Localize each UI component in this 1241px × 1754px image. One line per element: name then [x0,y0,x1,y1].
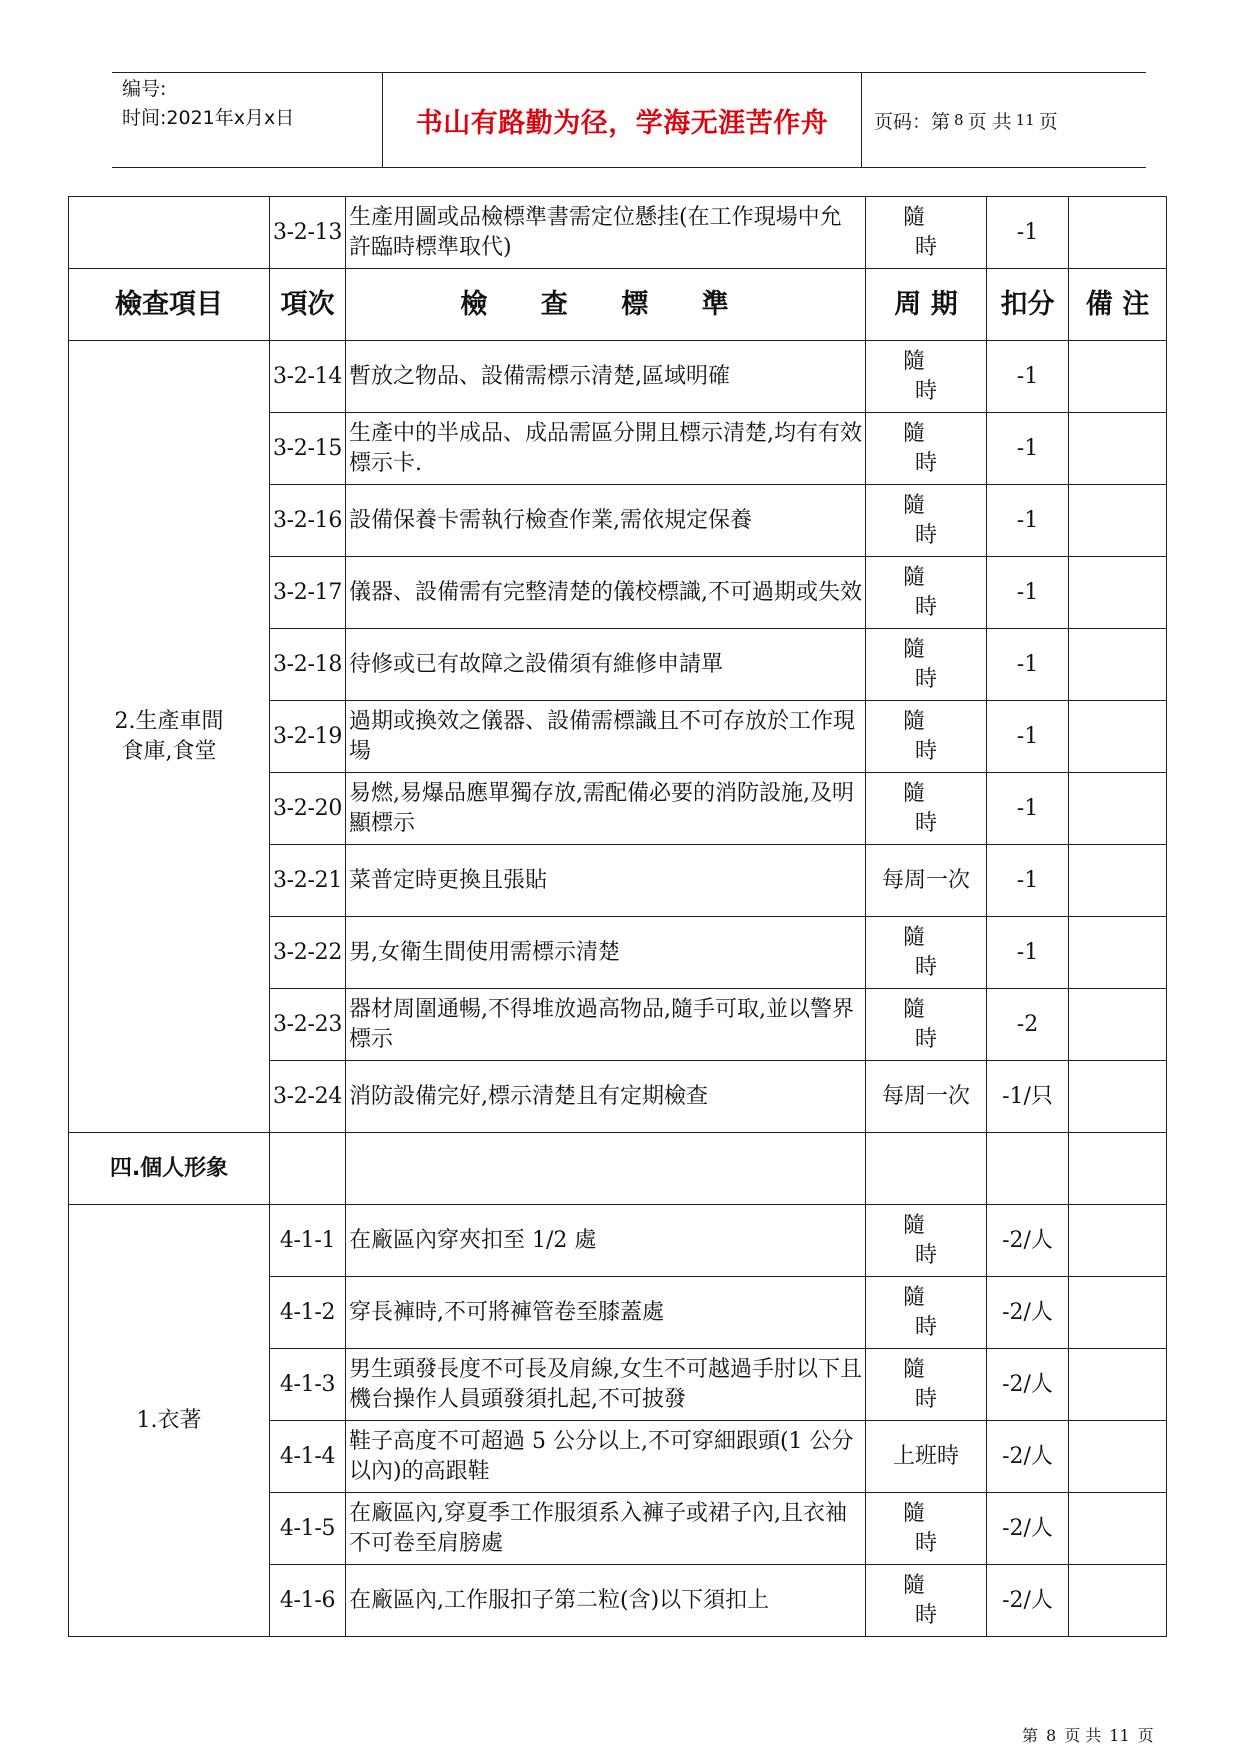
item-cycle-text: 隨 時 [902,492,961,548]
item-points: -1 [987,845,1069,917]
item-standard: 穿長褲時,不可將褲管卷至膝蓋處 [346,1277,866,1349]
item-points: -1 [987,413,1069,485]
item-cycle-text: 隨 時 [902,1284,961,1340]
item-remark [1069,701,1167,773]
header-points: 扣分 [987,269,1069,341]
page-suffix: 页 [1038,110,1058,133]
item-cycle-text: 隨 時 [902,1356,961,1412]
item-standard: 在廠區內穿夾扣至 1/2 處 [346,1205,866,1277]
item-code: 3-2-16 [270,485,346,557]
category-workshop-line1: 2.生產車間 [114,708,224,734]
item-points: -1/只 [987,1061,1069,1133]
item-cycle: 每周一次 [866,1061,987,1133]
footer-page-number: 8 [1046,1726,1057,1745]
item-remark [1069,341,1167,413]
item-code: 3-2-15 [270,413,346,485]
page-header [112,72,1146,168]
item-cycle [866,557,987,629]
section-row [69,1133,1167,1205]
item-standard: 在廠區內,工作服扣子第二粒(含)以下須扣上 [346,1565,866,1637]
page-total: 11 [1015,111,1035,129]
item-remark [1069,1493,1167,1565]
item-standard: 菜普定時更換且張貼 [346,845,866,917]
item-points: -2/人 [987,1349,1069,1421]
item-code: 3-2-19 [270,701,346,773]
item-points: -1 [987,629,1069,701]
item-standard: 器材周圍通暢,不得堆放過高物品,隨手可取,並以警界標示 [346,989,866,1061]
item-cycle-text: 隨 時 [902,708,961,764]
item-points: -2/人 [987,1421,1069,1493]
item-cycle [866,701,987,773]
item-standard: 易燃,易爆品應單獨存放,需配備必要的消防設施,及明顯標示 [346,773,866,845]
header-remark: 備 注 [1069,269,1167,341]
header-standard-text: 檢 查 標 準 [460,288,751,320]
category-workshop-line2: 食庫,食堂 [121,738,217,764]
page-number: 8 [954,111,964,129]
item-standard: 在廠區內,穿夏季工作服須系入褲子或裙子內,且衣袖不可卷至肩膀處 [346,1493,866,1565]
item-code: 3-2-18 [270,629,346,701]
item-remark [1069,917,1167,989]
item-points: -2/人 [987,1205,1069,1277]
item-code: 3-2-20 [270,773,346,845]
item-standard: 過期或換效之儀器、設備需標識且不可存放於工作現場 [346,701,866,773]
inspection-table [68,196,1167,1637]
item-standard: 設備保養卡需執行檢查作業,需依規定保養 [346,485,866,557]
footer-mid: 页 共 [1064,1726,1102,1745]
category-clothing: 1.衣著 [69,1205,270,1637]
item-points: -2/人 [987,1493,1069,1565]
item-code: 4-1-4 [270,1421,346,1493]
item-remark [1069,1205,1167,1277]
item-cycle [866,1205,987,1277]
item-cycle-text: 隨 時 [902,348,961,404]
item-code: 3-2-17 [270,557,346,629]
item-cycle-text: 隨 時 [902,636,961,692]
page-mid: 页 共 [967,110,1012,133]
item-cycle [866,1493,987,1565]
page-footer [1018,1723,1158,1746]
item-code: 4-1-5 [270,1493,346,1565]
item-remark [1069,629,1167,701]
item-points: -1 [987,701,1069,773]
item-cycle [866,629,987,701]
item-cycle: 上班時 [866,1421,987,1493]
item-code: 4-1-2 [270,1277,346,1349]
footer-suffix: 页 [1137,1726,1154,1745]
item-cycle [866,197,987,269]
table-row [69,341,1167,413]
item-remark [1069,1349,1167,1421]
item-cycle [866,1349,987,1421]
header-cycle: 周 期 [866,269,987,341]
item-remark [1069,1277,1167,1349]
item-code: 3-2-22 [270,917,346,989]
header-standard [346,269,866,341]
item-standard: 儀器、設備需有完整清楚的儀校標識,不可過期或失效 [346,557,866,629]
header-meta [112,73,382,167]
item-standard: 消防設備完好,標示清楚且有定期檢查 [346,1061,866,1133]
table-header-row [69,269,1167,341]
item-standard: 待修或已有故障之設備須有維修申請單 [346,629,866,701]
page-prefix: 页码：第 [874,110,951,133]
item-standard: 男生頭發長度不可長及肩線,女生不可越過手肘以下且機台操作人員頭發須扎起,不可披發 [346,1349,866,1421]
header-item: 檢查項目 [69,269,270,341]
item-points: -2/人 [987,1277,1069,1349]
item-standard: 生產中的半成品、成品需區分開且標示清楚,均有有效標示卡. [346,413,866,485]
item-remark [1069,413,1167,485]
table-row [69,197,1167,269]
section-empty [346,1133,866,1205]
item-code: 3-2-24 [270,1061,346,1133]
section-empty [866,1133,987,1205]
item-standard: 生產用圖或品檢標準書需定位懸挂(在工作現場中允許臨時標準取代) [346,197,866,269]
item-code: 4-1-3 [270,1349,346,1421]
item-cycle-text: 隨 時 [902,204,961,260]
item-points: -1 [987,773,1069,845]
item-points: -1 [987,917,1069,989]
section-empty [1069,1133,1167,1205]
table-row [69,1205,1167,1277]
item-cycle [866,917,987,989]
section-empty [987,1133,1069,1205]
item-standard: 男,女衛生間使用需標示清楚 [346,917,866,989]
item-points: -1 [987,341,1069,413]
item-code: 3-2-13 [270,197,346,269]
item-code: 4-1-6 [270,1565,346,1637]
item-remark [1069,485,1167,557]
item-remark [1069,845,1167,917]
item-standard: 暫放之物品、設備需標示清楚,區域明確 [346,341,866,413]
item-points: -2/人 [987,1565,1069,1637]
item-cycle-text: 隨 時 [902,1212,961,1268]
item-points: -1 [987,557,1069,629]
serial-label: 编号: [122,78,167,100]
item-cycle-text: 隨 時 [902,420,961,476]
item-remark [1069,773,1167,845]
item-cycle [866,989,987,1061]
header-page-code [860,73,1146,167]
item-remark [1069,1421,1167,1493]
item-cycle [866,1565,987,1637]
item-cycle-text: 隨 時 [902,564,961,620]
section-empty [270,1133,346,1205]
item-cycle [866,773,987,845]
item-remark [1069,1061,1167,1133]
item-cycle: 每周一次 [866,845,987,917]
item-standard: 鞋子高度不可超過 5 公分以上,不可穿細跟頭(1 公分以內)的高跟鞋 [346,1421,866,1493]
section-title: 四.個人形象 [69,1133,270,1205]
item-cell [69,197,270,269]
header-motto: 书山有路勤为径，学海无涯苦作舟 [382,73,862,167]
item-points: -1 [987,485,1069,557]
item-cycle [866,413,987,485]
item-remark [1069,197,1167,269]
item-cycle [866,485,987,557]
item-cycle-text: 隨 時 [902,780,961,836]
item-cycle-text: 隨 時 [902,924,961,980]
item-remark [1069,989,1167,1061]
header-seq: 項次 [270,269,346,341]
item-cycle-text: 隨 時 [902,1500,961,1556]
footer-page-total: 11 [1109,1726,1130,1745]
item-code: 3-2-21 [270,845,346,917]
item-cycle-text: 隨 時 [902,996,961,1052]
item-points: -2 [987,989,1069,1061]
item-cycle [866,1277,987,1349]
item-points: -1 [987,197,1069,269]
item-cycle-text: 隨 時 [902,1572,961,1628]
item-code: 3-2-23 [270,989,346,1061]
footer-prefix: 第 [1022,1726,1039,1745]
item-cycle [866,341,987,413]
item-remark [1069,1565,1167,1637]
item-code: 3-2-14 [270,341,346,413]
category-workshop [69,341,270,1133]
item-remark [1069,557,1167,629]
time-label: 时间:2021年x月x日 [122,107,295,129]
item-code: 4-1-1 [270,1205,346,1277]
